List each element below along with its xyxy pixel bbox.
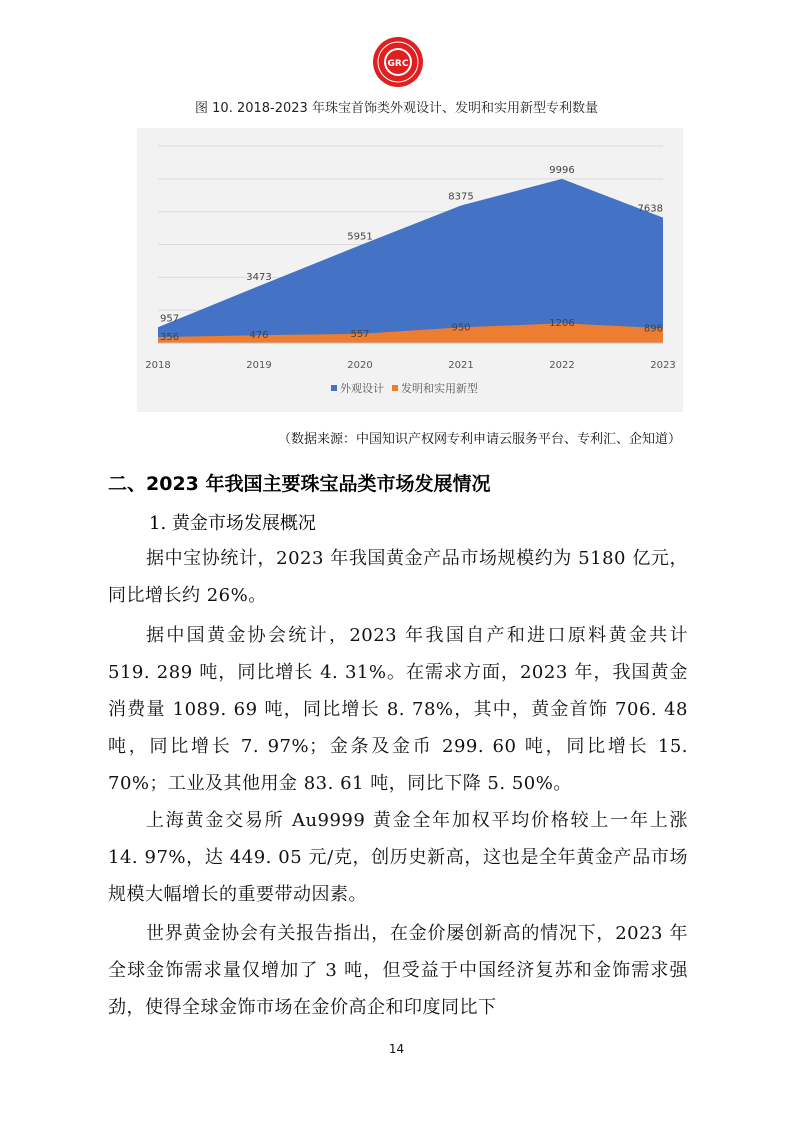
data-label: 950 (451, 322, 471, 334)
x-tick-label: 2019 (246, 360, 272, 371)
chart-svg (137, 128, 683, 412)
data-label: 5951 (347, 231, 373, 243)
data-label: 476 (249, 330, 269, 342)
page-number: 14 (388, 1042, 405, 1056)
x-tick-label: 2022 (549, 360, 575, 371)
data-label: 356 (160, 332, 180, 344)
subheading: 1. 黄金市场发展概况 (149, 513, 316, 534)
data-label: 557 (350, 328, 370, 340)
x-tick-label: 2021 (448, 360, 474, 371)
figure-title: 图 10. 2018-2023 年珠宝首饰类外观设计、发明和实用新型专利数量 (195, 101, 598, 116)
data-label: 957 (160, 313, 180, 325)
logo-text: GRC (387, 59, 409, 69)
paragraph-gold-production: 据中国黄金协会统计，2023 年我国自产和进口原料黄金共计 519. 289 吨，同比增长 4. 31%。在需求方面，2023 年，我国黄金消费量 1089. 69 吨，同比增长 8. 78%，其中，黄金首饰 706. 48 吨，同比增长 7. 97%；金条及金币 299. 60 吨，同比增长 15. 70%；工业及其他用金 83. 61 吨，同比下降 5. 50%。 (108, 625, 688, 794)
chart-x-axis (145, 343, 675, 371)
legend-swatch (331, 385, 337, 391)
chart-legend (331, 381, 478, 395)
legend-label: 外观设计 (340, 382, 384, 395)
paragraph-market-size: 据中宝协统计，2023 年我国黄金产品市场规模约为 5180 亿元，同比增长约 26%。 (108, 548, 688, 606)
data-source-note: （数据来源：中国知识产权网专利申请云服务平台、专利汇、企知道） (277, 432, 681, 447)
data-label: 8375 (448, 191, 474, 203)
legend-label: 发明和实用新型 (401, 382, 478, 395)
data-label: 7638 (637, 203, 663, 215)
grc-logo (372, 36, 424, 88)
data-label: 3473 (246, 271, 272, 283)
data-label: 1206 (549, 318, 575, 330)
data-label: 9996 (549, 164, 575, 176)
chart-areas (158, 179, 663, 343)
paragraph-world-gold-council: 世界黄金协会有关报告指出，在金价屡创新高的情况下，2023 年全球金饰需求量仅增加了 3 吨，但受益于中国经济复苏和金饰需求强劲，使得全球金饰市场在金价高企和印度同比下 (108, 923, 688, 1018)
area-chart (137, 128, 683, 412)
x-tick-label: 2020 (347, 360, 373, 371)
paragraph-gold-price: 上海黄金交易所 Au9999 黄金全年加权平均价格较上一年上涨 14. 97%，达 449. 05 元/克，创历史新高，这也是全年黄金产品市场规模大幅增长的重要带动因素。 (108, 810, 688, 905)
data-label: 896 (643, 323, 663, 335)
area-series-0 (158, 179, 663, 343)
x-tick-label: 2023 (650, 360, 676, 371)
section-heading: 二、2023 年我国主要珠宝品类市场发展情况 (108, 473, 491, 495)
legend-swatch (392, 385, 398, 391)
x-tick-label: 2018 (145, 360, 171, 371)
